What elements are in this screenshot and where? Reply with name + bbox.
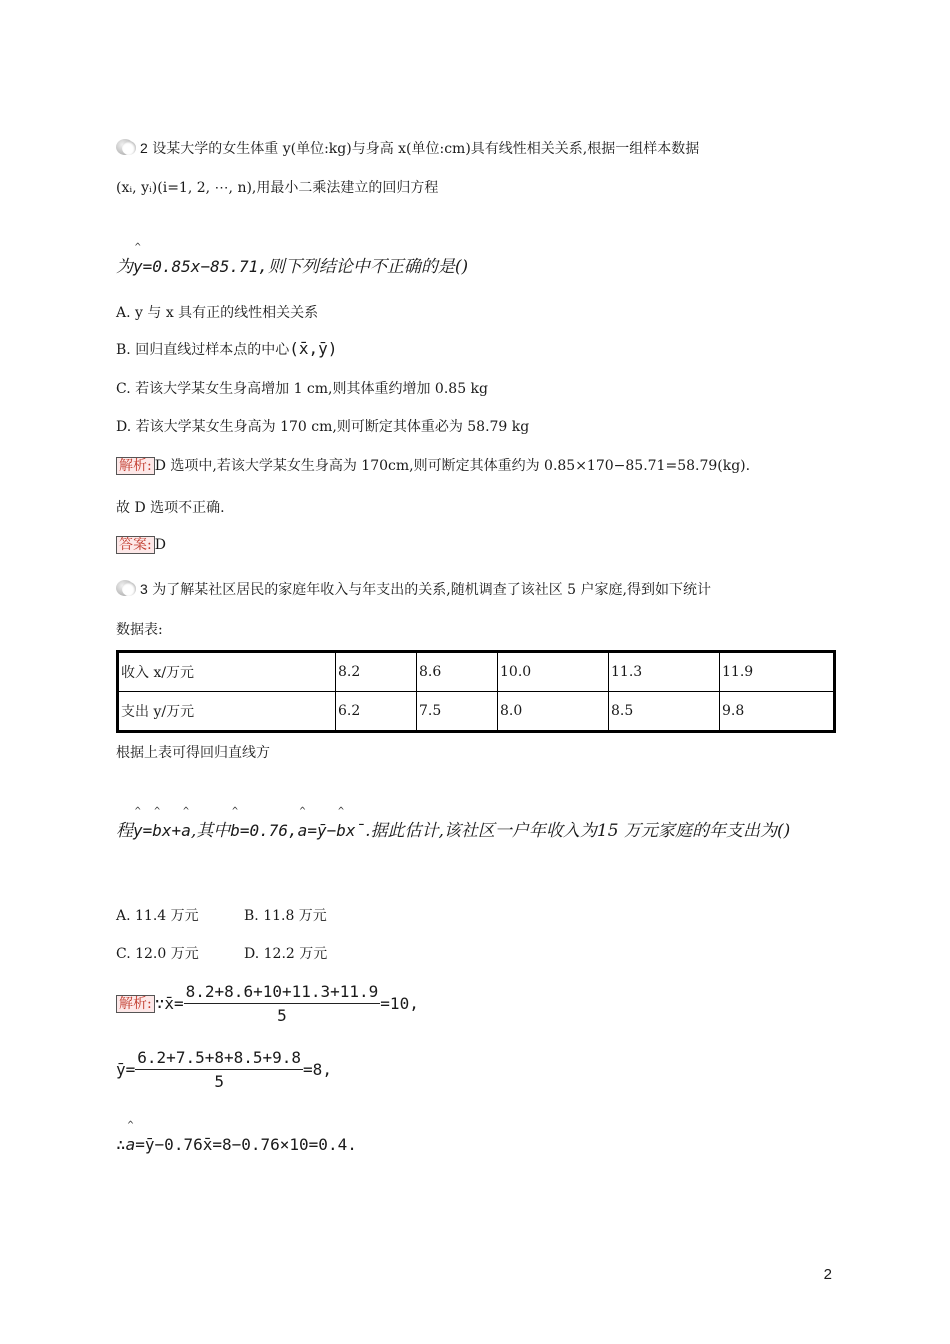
table-cell: 11.9 — [720, 652, 835, 692]
ybar-fraction: $\frac{6.2+7.5+8+8.5+9.8}{5}$ — [137, 1048, 302, 1091]
q3-after-table: 根据上表可得回归直线方 — [116, 745, 270, 761]
q2-stem-line1 — [116, 138, 699, 158]
table-cell: 收入 x/万元 — [118, 652, 336, 692]
q2-regression-equation: 为^ y=0.85x−85.71,则下列结论中不正确的是() — [116, 252, 468, 277]
y-hat: ^ y — [133, 821, 143, 840]
a-hat: ^ a — [181, 821, 191, 840]
a-hat: ^ a — [298, 821, 308, 840]
a-hat: ^ a — [126, 1135, 136, 1154]
table-cell: 8.0 — [498, 692, 609, 732]
q3-options-row2 — [116, 943, 327, 963]
table-cell: 7.5 — [417, 692, 498, 732]
q2-option-d: D. 若该大学某女生身高为 170 cm,则可断定其体重必为 58.79 kg — [116, 419, 530, 435]
y-hat: ^ y — [133, 257, 143, 276]
q2-answer-value: D — [154, 537, 166, 553]
analysis-label: 解析: — [116, 457, 155, 475]
b-hat: ^ b — [152, 821, 162, 840]
answer-label: 答案: — [116, 536, 155, 554]
q3-number: 3 — [140, 581, 148, 597]
q2-option-b: B. 回归直线过样本点的中心(x̄,ȳ) — [116, 339, 338, 358]
q2-stem-text: 设某大学的女生体重 y(单位:kg)与身高 x(单位:cm)具有线性相关关系,根据一组样本数据 — [152, 141, 700, 157]
q2-number: 2 — [140, 140, 148, 156]
xbar-fraction: $\frac{8.2+8.6+10+11.3+11.9}{5}$ — [185, 982, 379, 1025]
q2-analysis — [116, 455, 750, 475]
q3-analysis-xbar: 解析: ∵x̄= $\frac{8.2+8.6+10+11.3+11.9}{5}$ =10, — [116, 982, 419, 1025]
q2-option-c: C. 若该大学某女生身高增加 1 cm,则其体重约增加 0.85 kg — [116, 381, 489, 397]
b-hat: ^ b — [230, 821, 240, 840]
table-cell: 10.0 — [498, 652, 609, 692]
table-cell: 11.3 — [609, 652, 720, 692]
analysis-label: 解析: — [116, 995, 155, 1013]
q2-option-a: A. y 与 x 具有正的线性相关关系 — [116, 305, 319, 321]
q3-stem-line2: 数据表: — [116, 622, 163, 638]
table-cell: 支出 y/万元 — [118, 692, 336, 732]
page-number: 2 — [823, 1266, 832, 1283]
table-row — [118, 692, 835, 732]
b-hat: ^ b — [336, 821, 346, 840]
q3-options-row1 — [116, 905, 327, 925]
q2-answer — [116, 536, 166, 554]
table-cell: 6.2 — [336, 692, 417, 732]
table-cell: 8.2 — [336, 652, 417, 692]
q3-analysis-a: ∴^ a=ȳ−0.76x̄=8−0.76×10=0.4. — [116, 1135, 357, 1154]
table-cell: 9.8 — [720, 692, 835, 732]
q3-option-d: D. 12.2 万元 — [244, 946, 328, 962]
table-cell: 8.6 — [417, 652, 498, 692]
q2-analysis-text: D 选项中,若该大学某女生身高为 170cm,则可断定其体重约为 0.85×170−85.71=58.79(kg). — [154, 458, 751, 474]
q2-analysis-line2: 故 D 选项不正确. — [116, 500, 225, 516]
q3-option-b: B. 11.8 万元 — [244, 908, 327, 924]
q3-stem-text: 为了解某社区居民的家庭年收入与年支出的关系,随机调查了该社区 5 户家庭,得到如下统计 — [152, 582, 711, 598]
q2-stem-line2: (xᵢ, yᵢ)(i=1, 2, ⋯, n),用最小二乘法建立的回归方程 — [116, 180, 439, 196]
q3-analysis-ybar: ȳ= $\frac{6.2+7.5+8+8.5+9.8}{5}$ =8, — [116, 1048, 332, 1091]
question-marker-icon — [116, 580, 136, 596]
q3-option-a: A. 11.4 万元 — [116, 908, 199, 924]
question-marker-icon — [116, 139, 136, 155]
table-row — [118, 652, 835, 692]
q3-stem-line1 — [116, 579, 711, 599]
q3-regression-equation: 程^ y=^ bx+^ a,其中^ b=0.76,^ a=ȳ−^ bx̄.据此估计,该社区一户年收入为15 万元家庭的年支出为() — [116, 816, 790, 841]
data-table — [116, 650, 836, 733]
table-cell: 8.5 — [609, 692, 720, 732]
q3-option-c: C. 12.0 万元 — [116, 946, 199, 962]
